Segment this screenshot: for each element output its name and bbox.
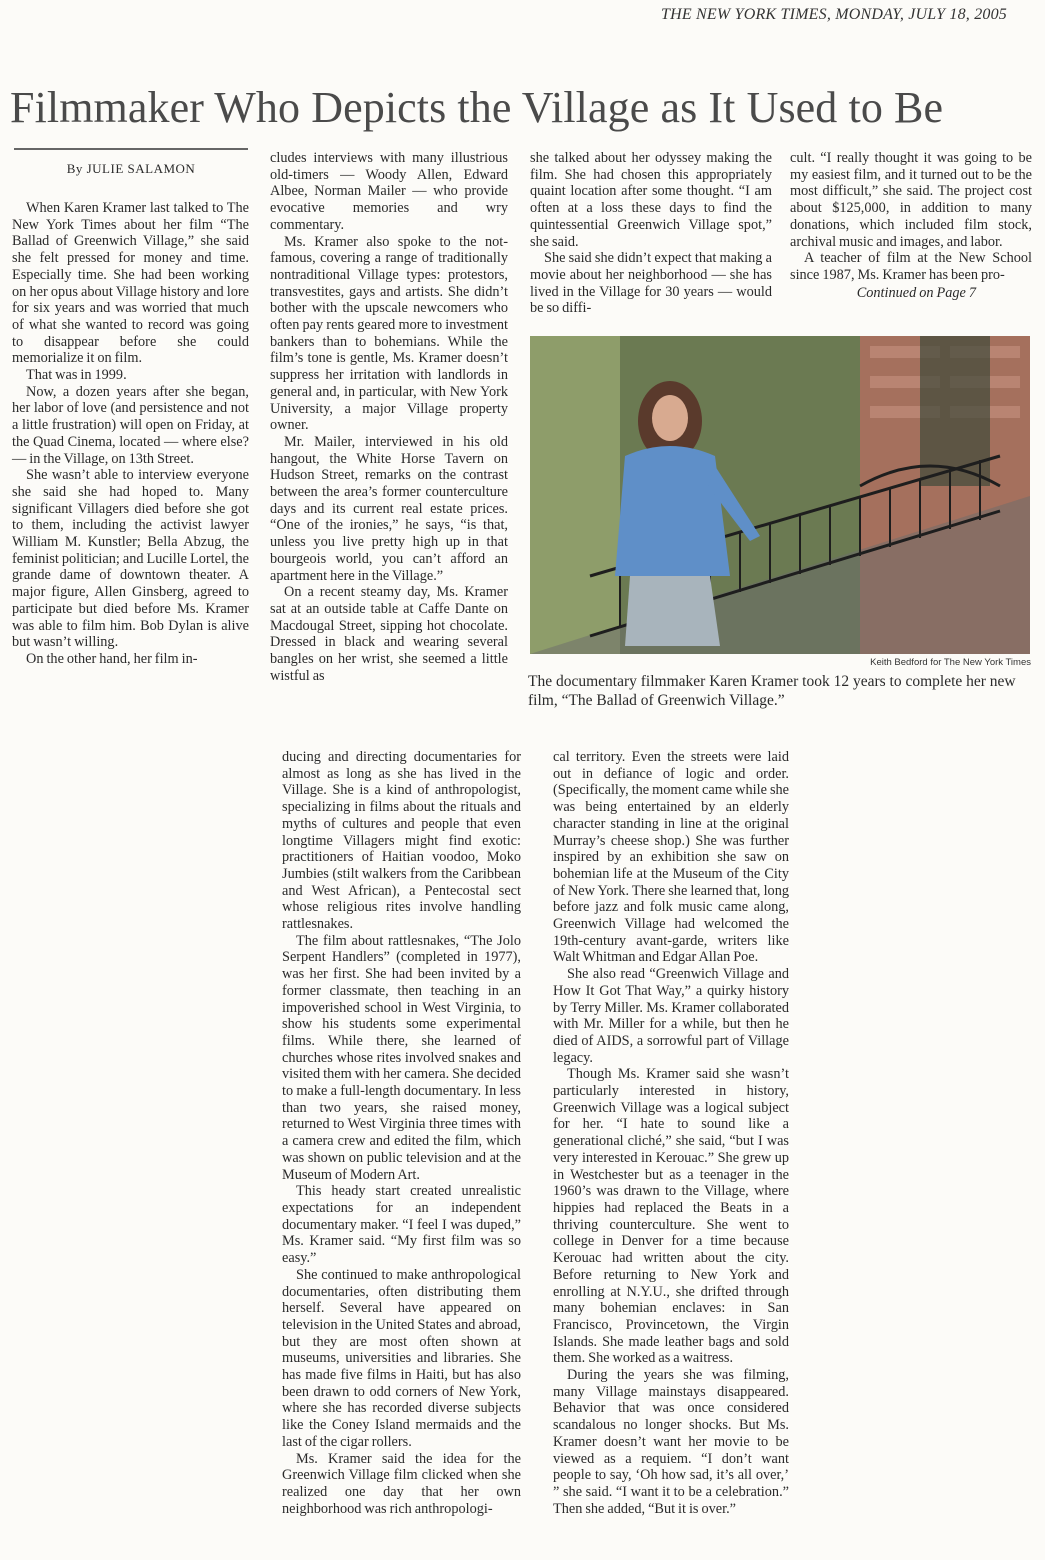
- paragraph: A teacher of film at the New School since 1987, Ms. Kramer has been pro-: [790, 250, 1032, 283]
- paragraph: She also read “Greenwich Village and How It Got That Way,” a quirky history by Terry Miller. Ms. Kramer collaborated with Mr. Miller for a while, but then he died of AIDS, a sorrowful part of Village legacy.: [553, 966, 789, 1066]
- paragraph: ducing and directing documentaries for almost as long as she has lived in the Village. She is a kind of anthropologist, specializing in films about the rituals and myths of cultures and people that even longtime Villagers might find exotic: practitioners of Haitian voodoo, Moko Jumbies (stilt walkers from the Caribbean and West African), a Pentecostal sect whose religious rites involve handling rattlesnakes.: [282, 749, 521, 933]
- photo-caption: The documentary filmmaker Karen Kramer took 12 years to complete her new film, “The Ballad of Greenwich Village.”: [528, 673, 1016, 709]
- article-column-3: [530, 150, 772, 317]
- paragraph: When Karen Kramer last talked to The New York Times about her film “The Ballad of Greenwich Village,” she said she felt pressed for money and time. Especially time. She had been working on her opus about Village history and lore for six years and was worried that much of what she wanted to record was going to disappear before she could memorialize it on film.: [12, 200, 249, 367]
- paragraph: During the years she was filming, many Village mainstays disappeared. Behavior that was once considered scandalous no longer shocks. But Ms. Kramer doesn’t want her movie to be viewed as a requiem. “I don’t want people to say, ‘Oh how sad, it’s all over,’ ” she said. “I want it to be a celebration.” Then she added, “But it is over.”: [553, 1367, 789, 1517]
- paragraph: she talked about her odyssey making the film. She had chosen this appropriately quaint location after some thought. “I am often at a loss these days to find the quintessential Greenwich Village spot,” she said.: [530, 150, 772, 250]
- paragraph: Ms. Kramer said the idea for the Greenwich Village film clicked when she realized one day that her own neighborhood was rich anthropologi-: [282, 1450, 521, 1517]
- continued-jump-line: Continued on Page 7: [856, 284, 976, 301]
- paragraph: The film about rattlesnakes, “The Jolo Serpent Handlers” (completed in 1977), was her first. She had been invited by a former classmate, then teaching in an impoverished school in West Virginia, to show his students some experimental films. While there, she learned of churches whose rites involved snakes and visited them with her camera. She decided to make a full-length documentary. In less than two years, she raised money, returned to West Virginia three times with a camera crew and edited the film, which was shown on public television and at the Museum of Modern Art.: [282, 932, 521, 1183]
- article-column-2: [270, 150, 508, 685]
- paragraph: This heady start created unrealistic expectations for an independent documentary maker. “I feel I was duped,” Ms. Kramer said. “My first film was so easy.”: [282, 1183, 521, 1267]
- paragraph: Now, a dozen years after she began, her labor of love (and persistence and not a little frustration) will open on Friday, at the Quad Cinema, located — where else? — in the Village, on 13th Street.: [12, 383, 249, 467]
- paragraph: On the other hand, her film in-: [26, 650, 198, 667]
- photo-credit: Keith Bedford for The New York Times: [870, 657, 1031, 668]
- article-column-1: [12, 200, 249, 668]
- article-column-6: [553, 749, 789, 1517]
- paragraph: Ms. Kramer also spoke to the not-famous, covering a range of traditionally nontraditional Village types: protestors, transvestites, gays and artists. She didn’t bother with the upscale newcomers who often pay rents geared more to investment bankers than to bohemians. While the film’s tone is gentle, Ms. Kramer doesn’t suppress her irritation with landlords in general and, in particular, with New York University, a major Village property owner.: [270, 233, 508, 434]
- article-column-4: [790, 150, 1032, 301]
- paragraph: She said she didn’t expect that making a movie about her neighborhood — she has lived in the Village for 30 years — would be so diffi-: [530, 250, 772, 317]
- headline: Filmmaker Who Depicts the Village as It Used to Be: [10, 83, 944, 132]
- paragraph: On a recent steamy day, Ms. Kramer sat at an outside table at Caffe Dante on Macdougal Street, sipping hot chocolate. Dressed in black and wearing several bangles on her wrist, she seemed a little wistful as: [270, 584, 508, 684]
- article-column-5: [282, 749, 521, 1517]
- byline: By JULIE SALAMON: [14, 148, 248, 177]
- paragraph: cludes interviews with many illustrious old-timers — Woody Allen, Edward Albee, Norman Mailer — who provide evocative memories and wry commentary.: [270, 150, 508, 233]
- dateline: THE NEW YORK TIMES, MONDAY, JULY 18, 2005: [661, 6, 1007, 23]
- photo-illustration: [530, 336, 1030, 654]
- article-photo: [530, 336, 1030, 654]
- paragraph: Though Ms. Kramer said she wasn’t particularly interested in history, Greenwich Village was a logical subject for her. “I hate to sound like a generational cliché,” she said, “but I was very interested in Kerouac.” She grew up in Westchester but as a teenager in the 1960’s was drawn to the Village, where hippies had replaced the Beats in a thriving counterculture. She went to college in Denver for a time because Kerouac had written about the city. Before returning to New York and enrolling at N.Y.U., she drifted through many bohemian enclaves: in San Francisco, Provincetown, the Virgin Islands. She made leather bags and sold them. She worked as a waitress.: [553, 1066, 789, 1367]
- paragraph: That was in 1999.: [26, 367, 127, 384]
- paragraph: cal territory. Even the streets were laid out in defiance of logic and order. (Specifically, the moment came while she was being entertained by an elderly character standing in line at the original Murray’s cheese shop.) She was further inspired by an exhibition she saw on bohemian life at the Museum of the City of New York. There she learned that, long before jazz and folk music came along, Greenwich Village had welcomed the 19th-century avant-garde, writers like Walt Whitman and Edgar Allan Poe.: [553, 749, 789, 966]
- paragraph: cult. “I really thought it was going to be my easiest film, and it turned out to be the most difficult,” she said. The project cost about $125,000, in addition to many donations, which included film stock, archival music and images, and labor.: [790, 150, 1032, 250]
- paragraph: She continued to make anthropological documentaries, often distributing them herself. Several have appeared on television in the United States and abroad, but they are most often shown at museums, universities and libraries. She has made five films in Haiti, but has also been drawn to odd corners of New York, where she has recorded diverse subjects like the Coney Island mermaids and the last of the cigar rollers.: [282, 1266, 521, 1450]
- paragraph: She wasn’t able to interview everyone she said she had hoped to. Many significant Villagers died before she got to them, including the activist lawyer William M. Kunstler; Bella Abzug, the feminist politician; and Lucille Lortel, the grande dame of downtown theater. A major figure, Allen Ginsberg, agreed to participate but died before Ms. Kramer was able to film him. Bob Dylan is alive but wasn’t willing.: [12, 467, 249, 651]
- paragraph: Mr. Mailer, interviewed in his old hangout, the White Horse Tavern on Hudson Street, remarks on the contrast between the area’s former counterculture days and its current real estate prices. “One of the ironies,” he says, “is that, unless you live pretty high up in that bourgeois world, you can’t afford an apartment here in the Village.”: [270, 433, 508, 584]
